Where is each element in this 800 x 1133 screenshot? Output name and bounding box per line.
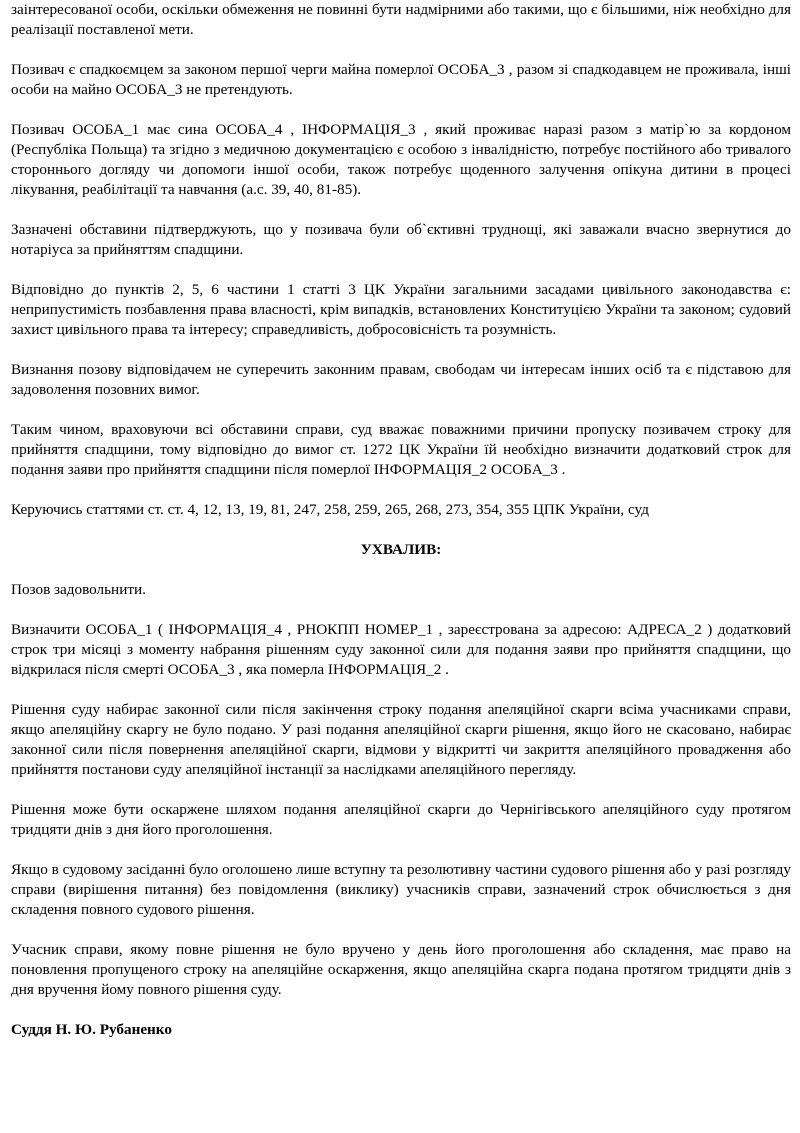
paragraph-court-conclusion: Таким чином, враховуючи всі обставини справи, суд вважає поважними причини пропуску позивачем строку для прийняття спадщини, тому відповідно до вимог ст. 1272 ЦК України їй необхідно визначити додатковий строк для подання заяви про прийняття спадщини після померлої ІНФОРМАЦІЯ_2 ОСОБА_3 .	[11, 421, 791, 478]
paragraph-term-renewal: Учасник справи, якому повне рішення не було вручено у день його проголошення або складення, має право на поновлення пропущеного строку на апеляційне оскарження, якщо апеляційна скарга подана протягом тридцяти днів з дня вручення йому повного рішення суду.	[11, 941, 791, 998]
ruling-heading: УХВАЛИВ:	[360, 541, 442, 558]
paragraph-legal-force: Рішення суду набирає законної сили після закінчення строку подання апеляційної скарги всіма учасниками справи, якщо апеляційну скаргу не було подано. У разі подання апеляційної скарги рішення, якщо його не скасовано, набирає законної сили після повернення апеляційної скарги, відмови у відкритті чи закриття апеляційного провадження або прийняття постанови суду апеляційної інстанції за наслідками апеляційного перегляду.	[11, 701, 791, 778]
paragraph-heir-status: Позивач є спадкоємцем за законом першої черги майна померлої ОСОБА_3 , разом зі спадкодавцем не проживала, інші особи на майно ОСОБА_3 не претендують.	[11, 61, 791, 98]
paragraph-objective-difficulties: Зазначені обставини підтверджують, що у позивача були об`єктивні труднощі, які заважали вчасно звернутися до нотаріуса за прийняттям спадщини.	[11, 221, 791, 258]
paragraph-claim-recognition: Визнання позову відповідачем не суперечить законним правам, свободам чи інтересам інших осіб та є підставою для задоволення позовних вимог.	[11, 361, 791, 398]
paragraph-claim-satisfied: Позов задовольнити.	[11, 581, 146, 598]
paragraph-appeal-right: Рішення може бути оскаржене шляхом подання апеляційної скарги до Чернігівського апеляційного суду протягом тридцяти днів з дня його проголошення.	[11, 801, 791, 838]
document-page	[11, 0, 791, 1060]
paragraph-son-circumstances: Позивач ОСОБА_1 має сина ОСОБА_4 , ІНФОРМАЦІЯ_3 , який проживає наразі разом з матір`ю за кордоном (Республіка Польща) та згідно з медичною документацією є особою з інвалідністю, потребує постійного або тривалого стороннього догляду чи допомоги іншої особи, також потребує щоденного залучення опікуна дитини в процесі лікування, реабілітації та навчання (а.с. 39, 40, 81-85).	[11, 121, 791, 198]
paragraph-proportionality: заінтересованої особи, оскільки обмеження не повинні бути надмірними або такими, що є більшими, ніж необхідно для реалізації поставленої мети.	[11, 1, 791, 38]
judge-signature: Суддя Н. Ю. Рубаненко	[11, 1021, 172, 1038]
paragraph-term-calculation: Якщо в судовому засіданні було оголошено лише вступну та резолютивну частини судового рішення або у разі розгляду справи (вирішення питання) без повідомлення (виклику) учасників справи, зазначений строк обчислюється з дня складення повного судового рішення.	[11, 861, 791, 918]
paragraph-additional-term: Визначити ОСОБА_1 ( ІНФОРМАЦІЯ_4 , РНОКПП НОМЕР_1 , зареєстрована за адресою: АДРЕСА_2 ) додатковий строк три місяці з моменту набрання рішенням суду законної сили для подання заяви про прийняття спадщини, що відкрилася після смерті ОСОБА_3 , яка померла ІНФОРМАЦІЯ_2 .	[11, 621, 791, 678]
paragraph-civil-code-principles: Відповідно до пунктів 2, 5, 6 частини 1 статті 3 ЦК України загальними засадами цивільного законодавства є: неприпустимість позбавлення права власності, крім випадків, встановлених Конституцією України та законом; судовий захист цивільного права та інтересу; справедливість, добросовісність та розумність.	[11, 281, 791, 338]
paragraph-legal-basis: Керуючись статтями ст. ст. 4, 12, 13, 19, 81, 247, 258, 259, 265, 268, 273, 354, 355 ЦПК України, суд	[11, 501, 649, 518]
